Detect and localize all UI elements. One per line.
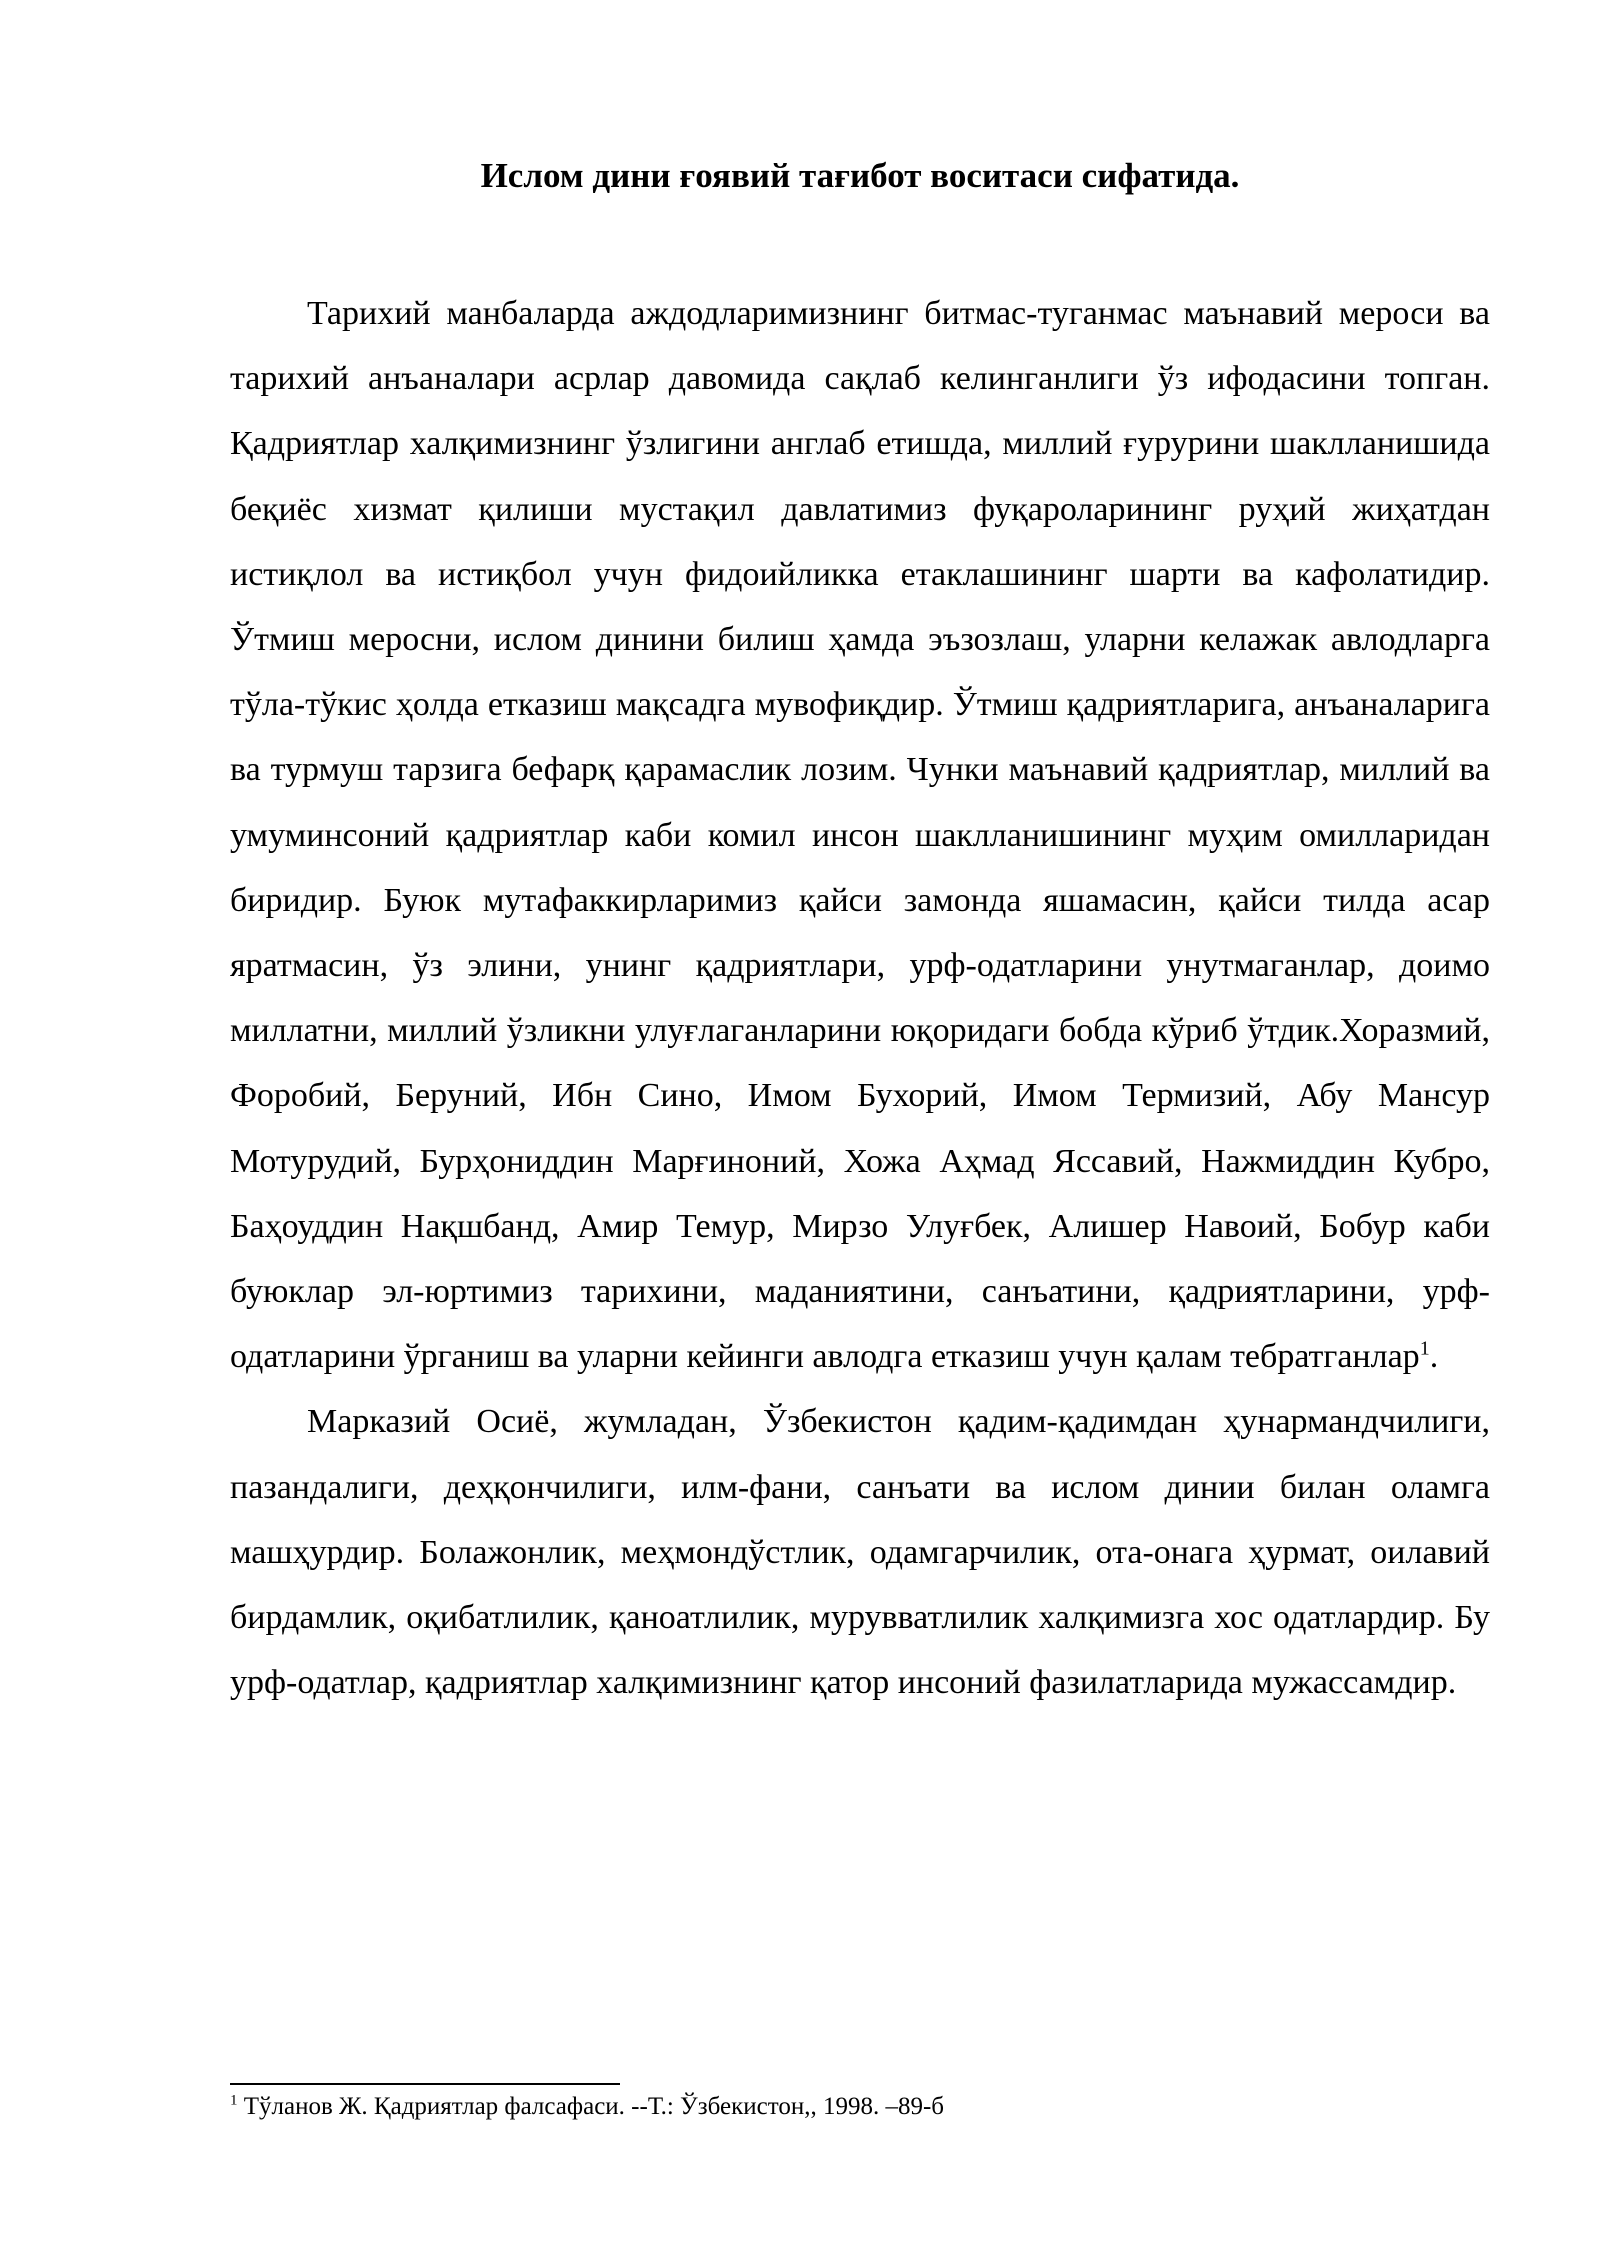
paragraph-2 (230, 1389, 1490, 1715)
footnote-mark: 1 (230, 2092, 238, 2109)
paragraph-1 (230, 281, 1490, 1389)
footnote (230, 2090, 1490, 2124)
footnote-text: Тўланов Ж. Қадриятлар фалсафаси. --Т.: Ўзбекистон,, 1998. –89-б (237, 2093, 944, 2120)
footnote-separator (230, 2083, 620, 2085)
paragraph-1-text: Тарихий манбаларда аждодларимизнинг битмас-туганмас маънавий мероси ва тарихий анъаналари асрлар давомида сақлаб келинганлиги ўз ифодасини топган. Қадриятлар халқимизнинг ўзлигини англаб етишда, миллий ғурурини шаклланишида беқиёс хизмат қилиши мустақил давлатимиз фуқароларининг руҳий жиҳатдан истиқлол ва истиқбол учун фидоийликка етаклашининг шарти ва кафолатидир. Ўтмиш меросни, ислом динини билиш ҳамда эъзозлаш, уларни келажак авлодларга тўла-тўкис ҳолда етказиш мақсадга мувофиқдир. Ўтмиш қадриятларига, анъаналарига ва турмуш тарзига бефарқ қарамаслик лозим. Чунки маънавий қадриятлар, миллий ва умуминсоний қадриятлар каби комил инсон шаклланишининг муҳим омилларидан биридир. Буюк мутафаккирларимиз қайси замонда яшамасин, қайси тилда асар яратмасин, ўз элини, унинг қадриятлари, урф-одатларини унутмаганлар, доимо миллатни, миллий ўзликни улуғлаганларини юқоридаги бобда кўриб ўтдик.Хоразмий, Форобий, Беруний, Ибн Сино, Имом Бухорий, Имом Термизий, Абу Мансур Мотурудий, Бурҳониддин Марғиноний, Хожа Аҳмад Яссавий, Нажмиддин Кубро, Баҳоуддин Нақшбанд, Амир Темур, Мирзо Улуғбек, Алишер Навоий, Бобур каби буюклар эл-юртимиз тарихини, маданиятини, санъатини, қадриятларини, урф-одатларини ўрганиш ва уларни кейинги авлодга етказиш учун қалам тебратганлар (230, 295, 1490, 1376)
document-body (230, 281, 1490, 1715)
paragraph-1-tail: . (1429, 1338, 1439, 1376)
document-title: Ислом дини ғоявий тағибот воситаси сифатида. (480, 156, 1240, 195)
footnote-reference[interactable]: 1 (1419, 1337, 1430, 1360)
paragraph-2-text: Марказий Осиё, жумладан, Ўзбекистон қадим-қадимдан ҳунармандчилиги, пазандалиги, деҳқончилиги, илм-фани, санъати ва ислом динии билан оламга машҳурдир. Болажонлик, меҳмондўстлик, одамгарчилик, ота-онага ҳурмат, оилавий бирдамлик, оқибатлилик, қаноатлилик, мурувватлилик халқимизга хос одатлардир. Бу урф-одатлар, қадриятлар халқимизнинг қатор инсоний фазилатларида мужассамдир. (230, 1403, 1490, 1702)
